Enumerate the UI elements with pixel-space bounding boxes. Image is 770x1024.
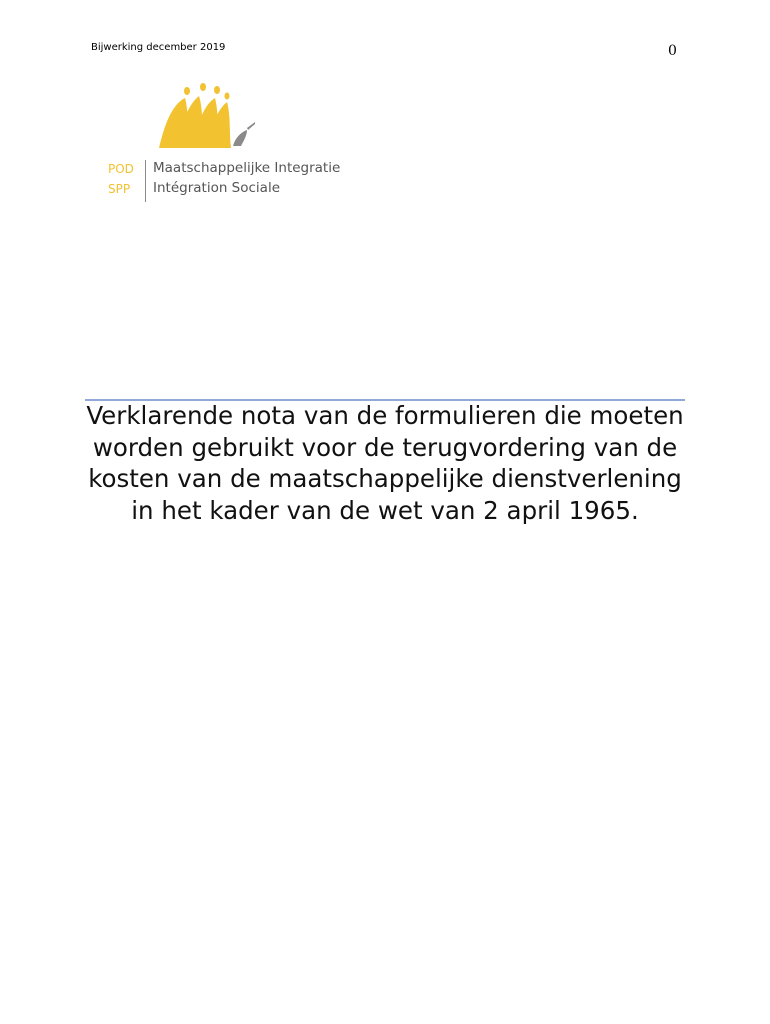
logo-abbr-fr: SPP: [108, 182, 131, 196]
logo-name-fr: Intégration Sociale: [153, 180, 281, 196]
logo-wordmark: [100, 158, 360, 204]
logo-name-nl: Maatschappelijke Integratie: [153, 160, 341, 176]
page-number: 0: [668, 43, 677, 59]
logo-figures-icon: [155, 82, 265, 152]
header-update-note: Bijwerking december 2019: [91, 42, 226, 53]
organization-logo: [100, 82, 360, 212]
logo-abbr-nl: POD: [108, 162, 134, 176]
logo-divider: [145, 160, 146, 202]
document-title: Verklarende nota van de formulieren die moeten worden gebruikt voor de terugvordering van de kosten van de maatschappelijke dienstverlening in het kader van de wet van 2 april 1965.: [86, 401, 684, 525]
